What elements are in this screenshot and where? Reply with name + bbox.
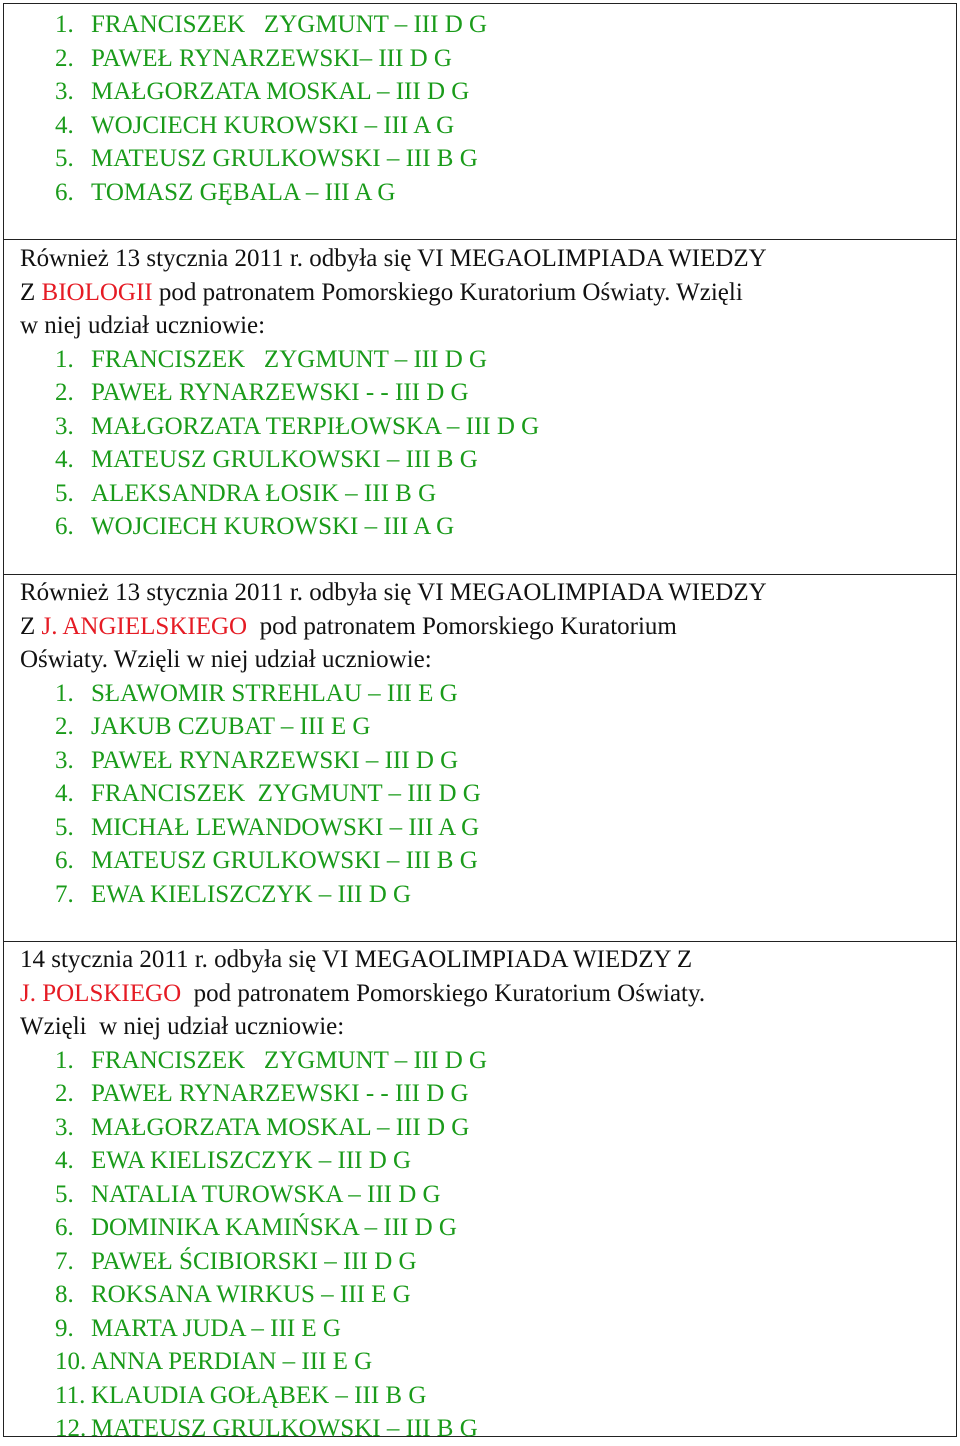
student-entry: PAWEŁ RYNARZEWSKI – III D G: [91, 746, 459, 774]
student-entry: MAŁGORZATA MOSKAL – III D G: [91, 78, 470, 105]
list-item: [20, 1077, 940, 1111]
list-item: [20, 811, 940, 845]
student-entry: PAWEŁ RYNARZEWSKI - - III D G: [91, 379, 469, 406]
intro-text: Oświaty. Wzięli w niej udział uczniowie:: [20, 646, 432, 673]
list-item-number: 5.: [55, 1180, 74, 1208]
intro-line: [20, 1010, 940, 1044]
list-item: [20, 710, 940, 744]
list-item-number: 6.: [55, 847, 74, 874]
student-entry: WOJCIECH KUROWSKI – III A G: [91, 513, 455, 540]
list-item-number: 9.: [55, 1314, 74, 1342]
list-item: [20, 1412, 940, 1446]
student-entry: MARTA JUDA – III E G: [91, 1314, 341, 1342]
intro-line: [20, 242, 940, 276]
list-item: [20, 1312, 940, 1346]
list-item-number: 7.: [55, 880, 74, 908]
student-entry: MATEUSZ GRULKOWSKI – III B G: [91, 1415, 478, 1442]
list-item-number: 1.: [55, 1046, 74, 1074]
list-item-number: 6.: [55, 178, 74, 206]
student-entry: PAWEŁ RYNARZEWSKI - - III D G: [91, 1080, 469, 1107]
list-item: [20, 1044, 940, 1078]
student-entry: TOMASZ GĘBALA – III A G: [91, 178, 396, 206]
intro-text: pod patronatem Pomorskiego Kuratorium: [247, 612, 677, 640]
student-entry: FRANCISZEK ZYGMUNT – III D G: [91, 1046, 488, 1074]
student-entry: MATEUSZ GRULKOWSKI – III B G: [91, 446, 478, 473]
document-page: [3, 3, 957, 1442]
student-entry: DOMINIKA KAMIŃSKA – III D G: [91, 1214, 457, 1241]
list-item: [20, 376, 940, 410]
list-item: [20, 1144, 940, 1178]
list-item: [20, 878, 940, 912]
list-item-number: 2.: [55, 379, 74, 406]
list-item: [20, 443, 940, 477]
list-item: [20, 677, 940, 711]
list-item-number: 5.: [55, 145, 74, 172]
list-item-number: 2.: [55, 1080, 74, 1107]
student-entry: KLAUDIA GOŁĄBEK – III B G: [91, 1381, 427, 1409]
student-entry: NATALIA TUROWSKA – III D G: [91, 1180, 441, 1208]
student-entry: EWA KIELISZCZYK – III D G: [91, 880, 412, 908]
list-item: [20, 142, 940, 176]
student-entry: MICHAŁ LEWANDOWSKI – III A G: [91, 813, 480, 841]
student-entry: MATEUSZ GRULKOWSKI – III B G: [91, 847, 478, 874]
list-item-number: 6.: [55, 513, 74, 540]
section-olympiad-english: [4, 575, 956, 942]
subject-name: J. POLSKIEGO: [20, 979, 182, 1007]
list-item: [20, 75, 940, 109]
student-entry: FRANCISZEK ZYGMUNT – III D G: [91, 345, 488, 373]
list-item: [20, 777, 940, 811]
list-item-number: 10.: [55, 1348, 87, 1375]
list-item-number: 1.: [55, 345, 74, 373]
list-item: [20, 744, 940, 778]
list-item: [20, 510, 940, 544]
list-item: [20, 1379, 940, 1413]
list-item-number: 2.: [55, 44, 74, 72]
list-item: [20, 1278, 940, 1312]
list-item: [20, 109, 940, 143]
list-item-number: 3.: [55, 412, 74, 440]
list-item: [20, 176, 940, 210]
intro-line: [20, 576, 940, 610]
student-entry: ANNA PERDIAN – III E G: [91, 1348, 373, 1375]
list-item-number: 11.: [55, 1381, 86, 1409]
section-olympiad-polish: [4, 942, 956, 1442]
list-item-number: 5.: [55, 479, 74, 507]
intro-line: [20, 943, 940, 977]
intro-text: 14 stycznia 2011 r. odbyła się VI MEGAOLIMPIADA WIEDZY Z: [20, 946, 693, 973]
list-item-number: 3.: [55, 746, 74, 774]
intro-text: Z: [20, 612, 42, 640]
intro-text: Z: [20, 278, 42, 306]
list-item: [20, 42, 940, 76]
list-item-number: 5.: [55, 813, 74, 841]
list-item: [20, 1111, 940, 1145]
list-item: [20, 410, 940, 444]
intro-line: [20, 309, 940, 343]
student-entry: JAKUB CZUBAT – III E G: [91, 713, 371, 740]
subject-name: BIOLOGII: [41, 278, 153, 306]
list-item-number: 4.: [55, 446, 74, 473]
list-item-number: 1.: [55, 679, 74, 707]
intro-text: Również 13 stycznia 2011 r. odbyła się VI MEGAOLIMPIADA WIEDZY: [20, 245, 767, 272]
intro-text: Wzięli w niej udział uczniowie:: [20, 1013, 345, 1040]
list-item-number: 4.: [55, 1147, 74, 1174]
list-item-number: 2.: [55, 713, 74, 740]
subject-name: J. ANGIELSKIEGO: [41, 612, 248, 640]
intro-text: pod patronatem Pomorskiego Kuratorium Oświaty. Wzięli: [152, 278, 743, 306]
list-item-number: 4.: [55, 111, 74, 139]
student-entry: FRANCISZEK ZYGMUNT – III D G: [91, 11, 488, 38]
student-entry: FRANCISZEK ZYGMUNT – III D G: [91, 780, 481, 807]
list-item: [20, 1178, 940, 1212]
list-item: [20, 844, 940, 878]
list-item-number: 3.: [55, 1113, 74, 1141]
list-item: [20, 1245, 940, 1279]
student-entry: MAŁGORZATA TERPIŁOWSKA – III D G: [91, 412, 540, 440]
list-item-number: 12.: [55, 1415, 87, 1442]
list-item: [20, 343, 940, 377]
intro-text: w niej udział uczniowie:: [20, 312, 266, 339]
student-entry: MATEUSZ GRULKOWSKI – III B G: [91, 145, 478, 172]
list-item: [20, 1345, 940, 1379]
list-item-number: 3.: [55, 78, 74, 105]
student-entry: PAWEŁ ŚCIBIORSKI – III D G: [91, 1247, 417, 1275]
intro-line: [20, 276, 940, 310]
list-item-number: 7.: [55, 1247, 74, 1275]
student-entry: ALEKSANDRA ŁOSIK – III B G: [91, 479, 437, 507]
student-entry: EWA KIELISZCZYK – III D G: [91, 1147, 412, 1174]
student-entry: SŁAWOMIR STREHLAU – III E G: [91, 679, 458, 707]
student-entry: PAWEŁ RYNARZEWSKI– III D G: [91, 44, 452, 72]
student-entry: ROKSANA WIRKUS – III E G: [91, 1281, 411, 1308]
list-item: [20, 477, 940, 511]
list-item: [20, 8, 940, 42]
section-olympiad-1: [4, 4, 956, 240]
list-item-number: 4.: [55, 780, 74, 807]
list-item-number: 1.: [55, 11, 74, 38]
intro-line: [20, 643, 940, 677]
intro-line: [20, 977, 940, 1011]
list-item-number: 6.: [55, 1214, 74, 1241]
intro-line: [20, 610, 940, 644]
intro-text: Również 13 stycznia 2011 r. odbyła się VI MEGAOLIMPIADA WIEDZY: [20, 579, 767, 606]
student-entry: WOJCIECH KUROWSKI – III A G: [91, 111, 455, 139]
student-entry: MAŁGORZATA MOSKAL – III D G: [91, 1113, 470, 1141]
list-item: [20, 1211, 940, 1245]
section-olympiad-biology: [4, 240, 956, 575]
list-item-number: 8.: [55, 1281, 74, 1308]
intro-text: pod patronatem Pomorskiego Kuratorium Oświaty.: [181, 979, 706, 1007]
